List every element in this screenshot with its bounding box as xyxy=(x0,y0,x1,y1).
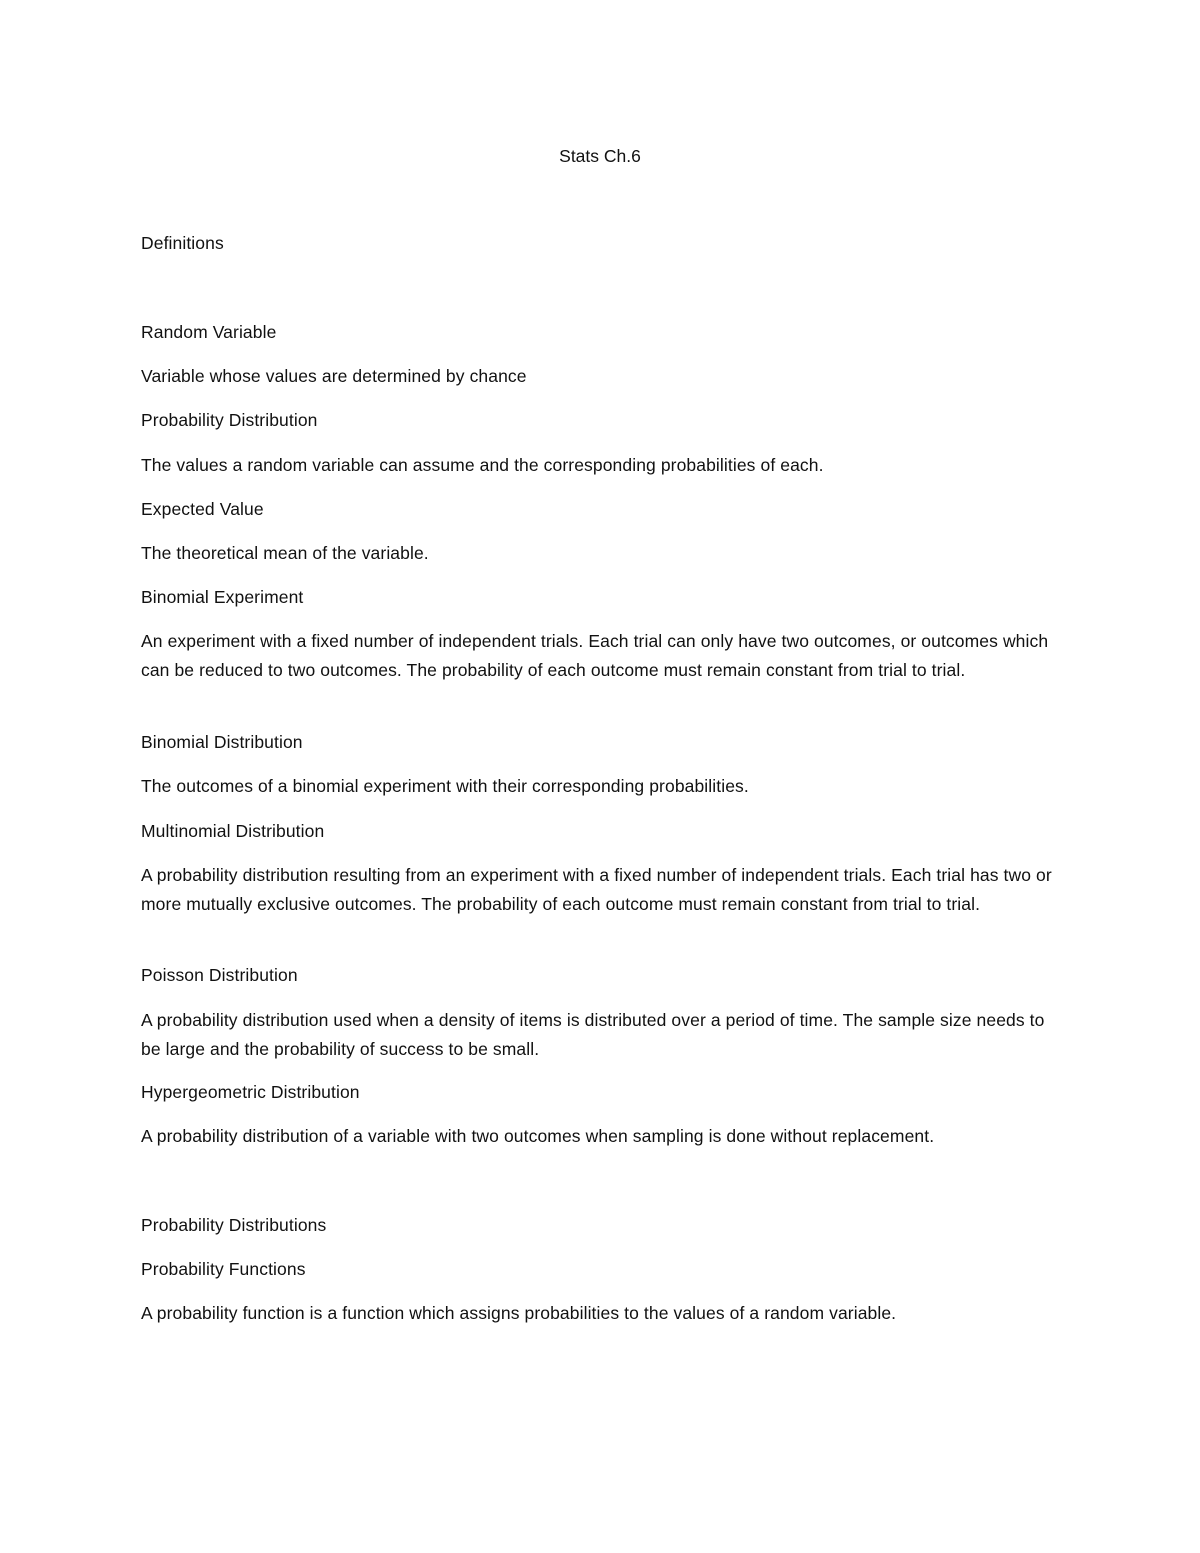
definition-binomial-distribution: The outcomes of a binomial experiment with their corresponding probabilities. xyxy=(141,776,749,796)
term-probability-distribution: Probability Distribution xyxy=(141,410,318,430)
document-title: Stats Ch.6 xyxy=(559,146,641,166)
definition-poisson-distribution: A probability distribution used when a density of items is distributed over a period of time. The sample size needs to be large and the probability of success to be small. xyxy=(141,1010,1045,1059)
term-binomial-experiment: Binomial Experiment xyxy=(141,587,304,607)
term-hypergeometric-distribution: Hypergeometric Distribution xyxy=(141,1082,360,1102)
term-binomial-distribution: Binomial Distribution xyxy=(141,732,303,752)
section-heading-probability-distributions: Probability Distributions xyxy=(141,1215,327,1235)
term-random-variable: Random Variable xyxy=(141,322,277,342)
term-poisson-distribution: Poisson Distribution xyxy=(141,965,298,985)
definition-binomial-experiment: An experiment with a fixed number of independent trials. Each trial can only have two outcomes, or outcomes which can be reduced to two outcomes. The probability of each outcome must remain constant from trial to trial. xyxy=(141,631,1049,680)
definition-multinomial-distribution: A probability distribution resulting from an experiment with a fixed number of independent trials. Each trial has two or more mutually exclusive outcomes. The probability of each outcome must remain constant from trial to trial. xyxy=(141,865,1052,914)
probability-functions-text: A probability function is a function which assigns probabilities to the values of a random variable. xyxy=(141,1303,897,1323)
term-multinomial-distribution: Multinomial Distribution xyxy=(141,821,325,841)
definition-hypergeometric-distribution: A probability distribution of a variable with two outcomes when sampling is done without replacement. xyxy=(141,1126,935,1146)
definition-expected-value: The theoretical mean of the variable. xyxy=(141,543,429,563)
term-expected-value: Expected Value xyxy=(141,499,264,519)
definition-random-variable: Variable whose values are determined by chance xyxy=(141,366,527,386)
subheading-probability-functions: Probability Functions xyxy=(141,1259,306,1279)
definitions-heading: Definitions xyxy=(141,233,224,253)
definition-probability-distribution: The values a random variable can assume and the corresponding probabilities of each. xyxy=(141,455,824,475)
